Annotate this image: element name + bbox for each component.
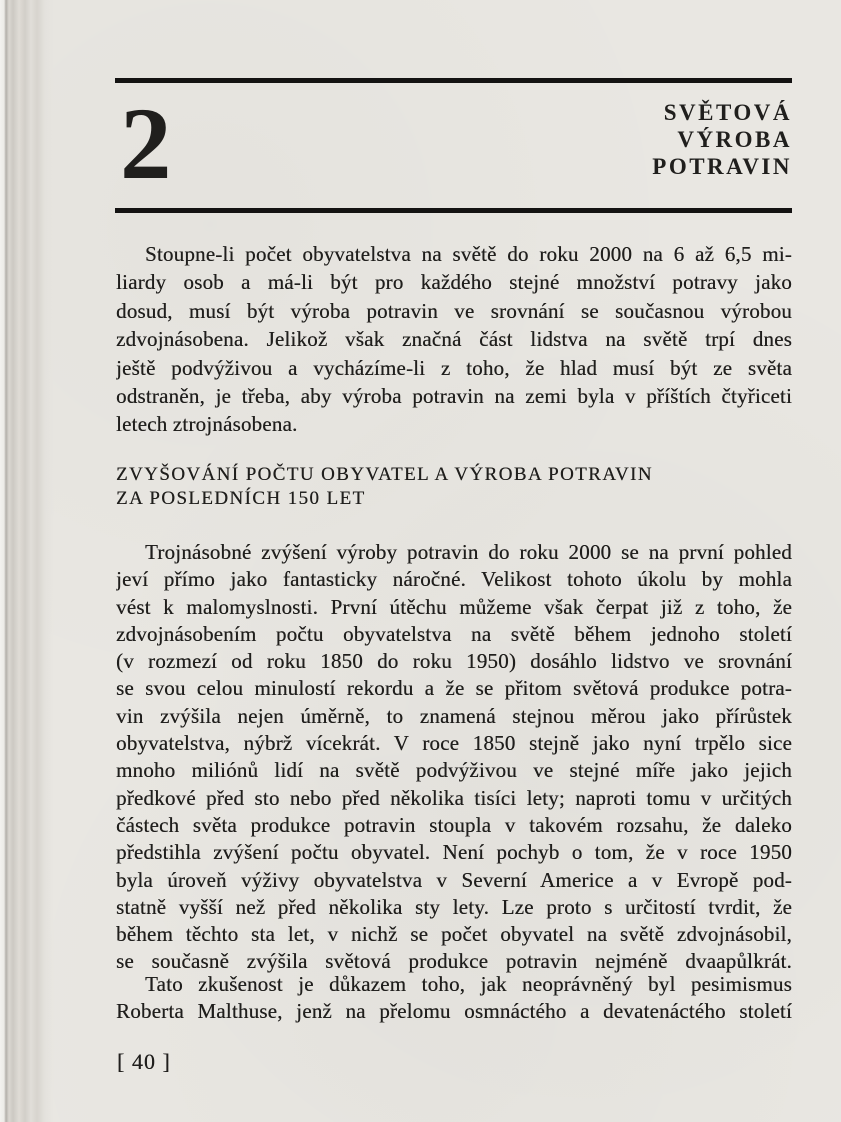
text-line: během těchto sta let, v nichž se počet obyvatel na světě zdvojnásobil, [116, 922, 792, 947]
text-line: předkové před sto nebo před několika tisíci lety; naproti tomu v určitých [116, 785, 792, 810]
chapter-number: 2 [120, 87, 172, 201]
section-heading-line-2: ZA POSLEDNÍCH 150 LET [116, 488, 366, 509]
text-line: letech ztrojnásobena. [116, 412, 298, 437]
text-line: se svou celou minulostí rekordu a že se přitom světová produkce potra- [116, 676, 792, 701]
text-line: vést k malomyslnosti. První útěchu můžeme však čerpat již z toho, že [116, 594, 792, 619]
paragraph-population-growth [116, 539, 792, 976]
section-heading-line-1: ZVYŠOVÁNÍ POČTU OBYVATEL A VÝROBA POTRAVIN [116, 464, 653, 485]
top-rule [115, 78, 792, 83]
text-line: Stoupne-li počet obyvatelstva na světě do roku 2000 na 6 až 6,5 mi- [145, 242, 792, 266]
bottom-rule [115, 208, 792, 213]
paragraph-intro [116, 240, 792, 439]
chapter-title-line-3: POTRAVIN [652, 154, 792, 179]
text-line: dosud, musí být výroba potravin ve srovnání se současnou výrobou [116, 298, 792, 323]
chapter-title-line-1: SVĚTOVÁ [663, 100, 792, 125]
text-line: zdvojnásobením počtu obyvatelstva na světě během jednoho století [116, 621, 792, 646]
page-number: [ 40 ] [117, 1049, 171, 1074]
text-line: (v rozmezí od roku 1850 do roku 1950) dosáhlo lidstvo ve srovnání [116, 649, 792, 674]
text-line: zdvojnásobena. Jelikož však značná část lidstva na světě trpí dnes [116, 327, 792, 352]
text-line: Trojnásobné zvýšení výroby potravin do roku 2000 se na první pohled [145, 540, 792, 564]
text-line: se současně zvýšila světová produkce potravin nejméně dvaapůlkrát. [116, 949, 792, 974]
page-binding-edge [0, 0, 54, 1122]
text-line: vin zvýšila nejen úměrně, to znamená stejnou měrou jako přírůstek [116, 703, 792, 728]
text-line: ještě podvýživou a vycházíme-li z toho, že hlad musí být ze světa [116, 355, 792, 380]
text-line: jeví přímo jako fantasticky náročné. Velikost tohoto úkolu by mohla [116, 567, 792, 592]
text-line: byla úroveň výživy obyvatelstva v Severní Americe a v Evropě pod- [116, 867, 792, 892]
text-line: Roberta Malthuse, jenž na přelomu osmnáctého a devatenáctého století [116, 999, 792, 1024]
text-line: statně vyšší než před několika sty lety. Lze proto s určitostí tvrdit, že [116, 894, 792, 919]
text-line: obyvatelstva, nýbrž vícekrát. V roce 1850 stejně jako nyní trpělo sice [116, 731, 792, 756]
text-line: mnoho miliónů lidí na světě podvýživou ve stejné míře jako jejich [116, 758, 792, 783]
text-line: odstraněn, je třeba, aby výroba potravin na zemi byla v příštích čtyřiceti [116, 383, 792, 408]
chapter-title-line-2: VÝROBA [677, 127, 792, 152]
chapter-title [652, 99, 792, 180]
text-line: Tato zkušenost je důkazem toho, jak neoprávněný byl pesimismus [145, 972, 792, 996]
text-line: částech světa produkce potravin stoupla v takovém rozsahu, že daleko [116, 812, 792, 837]
section-heading [116, 463, 792, 511]
paragraph-malthus [116, 971, 792, 1026]
text-line: liardy osob a má-li být pro každého stejné množství potravy jako [116, 270, 792, 295]
text-line: předstihla zvýšení počtu obyvatel. Není pochyb o tom, že v roce 1950 [116, 840, 792, 865]
